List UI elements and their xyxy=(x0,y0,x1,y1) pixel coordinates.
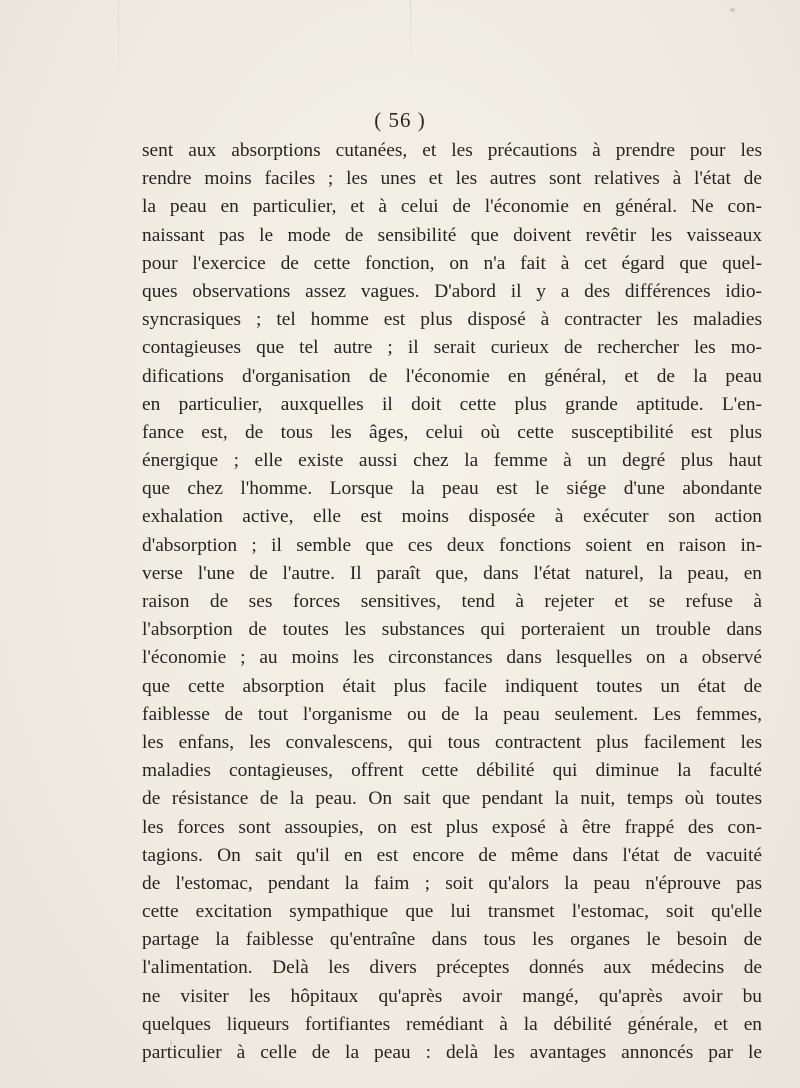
text-line: l'alimentation. Delà les divers préceptes donnés aux médecins de xyxy=(142,957,762,979)
text-line: contagieuses que tel autre ; il serait curieux de rechercher les mo- xyxy=(142,337,762,359)
paper-speck xyxy=(730,8,735,12)
text-line: que cette absorption était plus facile indiquent toutes un état de xyxy=(142,675,762,697)
text-line: de résistance de la peau. On sait que pendant la nuit, temps où toutes xyxy=(142,788,762,810)
text-line: partage la faiblesse qu'entraîne dans tous les organes le besoin de xyxy=(142,929,762,951)
text-line: pour l'exercice de cette fonction, on n'a fait à cet égard que quel- xyxy=(142,252,762,274)
text-line: d'absorption ; il semble que ces deux fonctions soient en raison in- xyxy=(142,534,762,556)
text-line: tagions. On sait qu'il en est encore de même dans l'état de vacuité xyxy=(142,844,762,866)
text-line: sent aux absorptions cutanées, et les précautions à prendre pour les xyxy=(142,140,762,161)
paper-crease xyxy=(410,0,411,70)
text-line: en particulier, auxquelles il doit cette plus grande aptitude. L'en- xyxy=(142,393,762,415)
text-line: que chez l'homme. Lorsque la peau est le siége d'une abondante xyxy=(142,478,762,500)
text-line: l'absorption de toutes les substances qui porteraient un trouble dans xyxy=(142,619,762,641)
text-line: cette excitation sympathique que lui transmet l'estomac, soit qu'elle xyxy=(142,901,762,923)
text-line: de l'estomac, pendant la faim ; soit qu'alors la peau n'éprouve pas xyxy=(142,872,762,894)
text-line: la peau en particulier, et à celui de l'économie en général. Ne con- xyxy=(142,196,762,218)
text-line: faiblesse de tout l'organisme ou de la peau seulement. Les femmes, xyxy=(142,703,762,725)
text-line: rendre moins faciles ; les unes et les autres sont relatives à l'état de xyxy=(142,168,762,190)
paper-crease xyxy=(118,0,119,90)
text-line: fance est, de tous les âges, celui où cette susceptibilité est plus xyxy=(142,421,762,443)
text-line: particulier à celle de la peau : delà les avantages annoncés par le xyxy=(142,1042,762,1063)
text-line: ne visiter les hôpitaux qu'après avoir mangé, qu'après avoir bu xyxy=(142,985,762,1007)
body-text xyxy=(142,137,762,1067)
text-line: l'économie ; au moins les circonstances dans lesquelles on a observé xyxy=(142,647,762,669)
text-line: maladies contagieuses, offrent cette débilité qui diminue la faculté xyxy=(142,760,762,782)
text-line: exhalation active, elle est moins disposée à exécuter son action xyxy=(142,506,762,528)
text-line: les forces sont assoupies, on est plus exposé à être frappé des con- xyxy=(142,816,762,838)
text-line: raison de ses forces sensitives, tend à rejeter et se refuse à xyxy=(142,591,762,612)
text-line: ques observations assez vagues. D'abord il y a des différences idio- xyxy=(142,280,762,302)
text-line: verse l'une de l'autre. Il paraît que, dans l'état naturel, la peau, en xyxy=(142,562,762,584)
text-line: énergique ; elle existe aussi chez la femme à un degré plus haut xyxy=(142,450,762,472)
text-line: difications d'organisation de l'économie en général, et de la peau xyxy=(142,365,762,387)
text-line: naissant pas le mode de sensibilité que doivent revêtir les vaisseaux xyxy=(142,224,762,246)
page-number: ( 56 ) xyxy=(374,108,426,132)
text-line: syncrasiques ; tel homme est plus disposé à contracter les maladies xyxy=(142,309,762,331)
text-line: quelques liqueurs fortifiantes remédiant à la débilité générale, et en xyxy=(142,1013,762,1035)
text-line: les enfans, les convalescens, qui tous contractent plus facilement les xyxy=(142,731,762,753)
